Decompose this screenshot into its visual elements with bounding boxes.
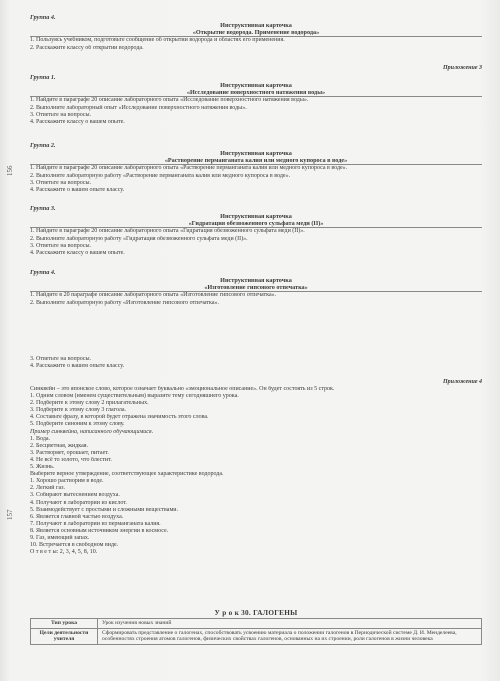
- table-value: Сформировать представление о галогенах, способствовать усвоению материала о положении галогенов в Периодической системе Д. И. Менделеева, особенностях строения атомов галогенов, физических свойствах галогенов, основанных на их строении, роли галогенов в жизни человека: [98, 628, 482, 644]
- list-item: 2. Выполните лабораторную работу «Растворение перманганата калия или медного купороса в воде».: [30, 172, 291, 179]
- example-item: 1. Вода.: [30, 435, 51, 442]
- card-title: Инструктивная карточка: [220, 22, 292, 29]
- table-key: Тип урока: [31, 619, 98, 629]
- list-item: 1. Найдите в параграфе 20 описание лабораторного опыта «Исследование поверхностного натяжения воды».: [30, 97, 309, 104]
- card-subtitle: «Растворение перманганата калия или медного купороса в воде»: [164, 157, 348, 165]
- lesson-section: [30, 608, 482, 645]
- page-number-bottom: 157: [6, 509, 14, 520]
- appendix-4: [30, 378, 482, 556]
- option-item: 1. Хорошо растворим в воде.: [30, 478, 104, 485]
- list-item: 4. Расскажите классу о вашем опыте.: [30, 118, 125, 125]
- answer-text: О т в е т ы: 2, 3, 4, 5, 8, 10.: [30, 549, 98, 556]
- option-item: 4. Получают в лаборатории из кислот.: [30, 499, 127, 506]
- example-item: 2. Бесцветная, жидкая.: [30, 442, 89, 449]
- group-label: Группа 1.: [30, 74, 56, 81]
- step-item: 3. Подберите к этому слову 3 глагола.: [30, 407, 127, 414]
- list-item: 4. Расскажите классу о вашем опыте.: [30, 249, 125, 256]
- intro-text: Синквейн – это японское слово, которое означает буквально «эмоциональное описание». Он будет состоять из 5 строк.: [30, 386, 335, 392]
- option-item: 8. Является основным источником энергии в космосе.: [30, 527, 169, 534]
- list-item: 4. Расскажите о вашем опыте классу.: [30, 186, 125, 193]
- list-item: 3. Ответьте на вопросы.: [30, 242, 92, 249]
- list-item: 1. Найдите в 20 параграфе описание лабораторного опыта «Изготовление гипсового отпечатка».: [30, 292, 277, 299]
- option-item: 3. Собирают вытеснением воздуха.: [30, 492, 120, 499]
- step-item: 2. Подберите к этому слову 2 прилагательных.: [30, 400, 149, 407]
- page-number-top: 156: [6, 165, 14, 176]
- list-item: 2. Выполните лабораторную работу «Изготовление гипсового отпечатка».: [30, 299, 220, 306]
- list-item: 1. Найдите в параграфе 20 описание лабораторного опыта «Гидратация обезвоженного сульфата меди (II)».: [30, 228, 305, 235]
- list-item: 3. Ответьте на вопросы.: [30, 111, 92, 118]
- lesson-title: У р о к 30. ГАЛОГЕНЫ: [214, 609, 298, 617]
- card-title: Инструктивная карточка: [220, 277, 292, 284]
- table-key: Цели деятельности учителя: [31, 628, 98, 644]
- table-value: Урок изучения новых знаний: [98, 619, 482, 629]
- option-item: 2. Легкий газ.: [30, 485, 65, 492]
- group-label: Группа 3.: [30, 205, 56, 212]
- step-item: 5. Подберите синоним к этому слову.: [30, 421, 125, 428]
- group-label: Группа 4.: [30, 14, 56, 21]
- list-item: 2. Расскажите классу об открытии водорода.: [30, 44, 144, 51]
- continuation: [30, 356, 482, 370]
- list-item: 1. Найдите в параграфе 20 описание лабораторного опыта «Растворение перманганата калия или медного купороса в воде».: [30, 165, 348, 172]
- list-item: 3. Ответьте на вопросы.: [30, 179, 92, 186]
- option-item: 10. Встречается в свободном виде.: [30, 542, 119, 549]
- option-item: 6. Является главной частью воздуха.: [30, 513, 124, 520]
- step-item: 4. Составьте фразу, в которой будет отражена значимость этого слова.: [30, 414, 209, 421]
- table-row: [31, 619, 482, 629]
- card-group-4: [30, 269, 482, 307]
- example-item: 3. Растворяет, орошает, питает.: [30, 449, 109, 456]
- card-group-1: [30, 74, 482, 126]
- step-item: 1. Одним словом (именем существительным) выразите тему сегодняшнего урока.: [30, 393, 239, 400]
- option-item: 5. Взаимодействует с простыми и сложными веществами.: [30, 506, 178, 513]
- appendix-3-label: Приложение 3: [442, 65, 482, 71]
- card-group-3: [30, 205, 482, 257]
- list-item: 2. Выполните лабораторный опыт «Исследование поверхностного натяжения воды».: [30, 104, 247, 111]
- card-subtitle: «Открытие водорода. Применение водорода»: [192, 29, 320, 37]
- option-item: 9. Газ, имеющий запах.: [30, 534, 90, 541]
- card-subtitle: «Гидратация обезвоженного сульфата меди (II)»: [188, 220, 324, 228]
- card-group-2: [30, 142, 482, 194]
- group-label: Группа 4.: [30, 269, 56, 276]
- example-item: 4. Не всё то золото, что блестит.: [30, 456, 112, 463]
- task-text: Выберите верное утверждение, соответствующее характеристике водорода.: [30, 471, 224, 478]
- group-label: Группа 2.: [30, 142, 56, 149]
- appendix-4-label: Приложение 4: [442, 379, 482, 385]
- list-item: 4. Расскажите о вашем опыте классу.: [30, 363, 125, 370]
- table-row: [31, 628, 482, 644]
- example-label: Пример синквейна, написанного обучающимися.: [30, 428, 154, 435]
- list-item: 1. Пользуясь учебником, подготовьте сообщение об открытии водорода и областях его применения.: [30, 37, 285, 44]
- card-title: Инструктивная карточка: [220, 150, 292, 157]
- example-item: 5. Жизнь.: [30, 464, 55, 471]
- top-section: [30, 14, 482, 52]
- card-title: Инструктивная карточка: [220, 213, 292, 220]
- list-item: 3. Ответьте на вопросы.: [30, 356, 92, 362]
- card-subtitle: «Изготовление гипсового отпечатка»: [204, 284, 308, 292]
- card-title: Инструктивная карточка: [220, 82, 292, 89]
- option-item: 7. Получают в лаборатории из перманганата калия.: [30, 520, 161, 527]
- lesson-table: [30, 618, 482, 645]
- list-item: 2. Выполните лабораторную работу «Гидратация обезвоженного сульфата меди (II)».: [30, 235, 248, 242]
- card-subtitle: «Исследование поверхностного натяжения воды»: [186, 89, 326, 97]
